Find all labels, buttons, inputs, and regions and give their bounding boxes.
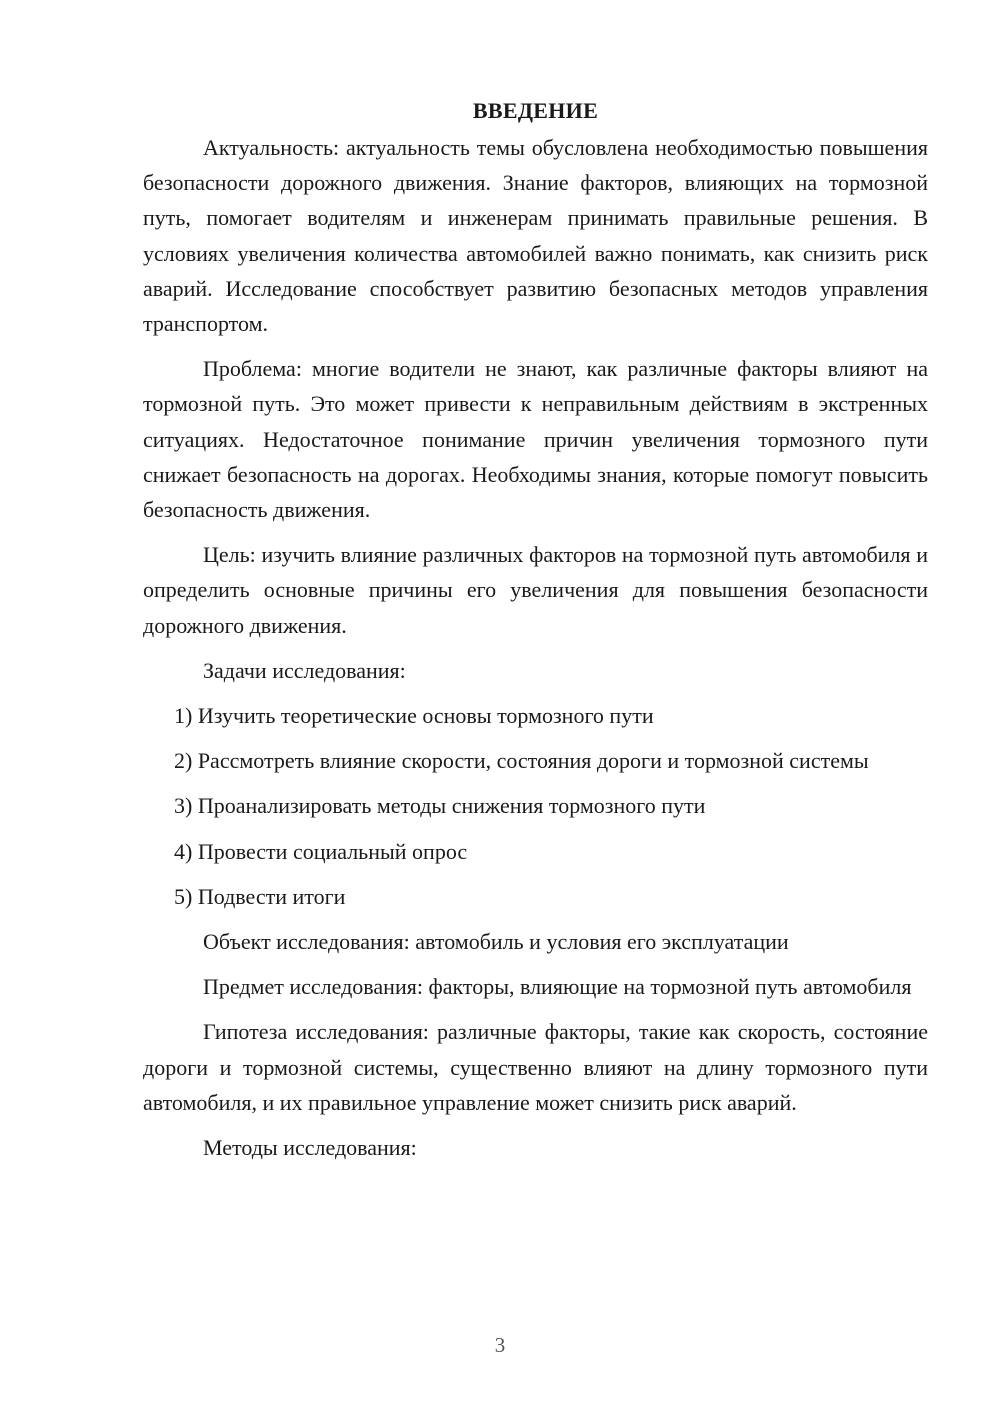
- paragraph-object: Объект исследования: автомобиль и условия его эксплуатации: [203, 929, 789, 955]
- paragraph-subject: Предмет исследования: факторы, влияющие на тормозной путь автомобиля: [203, 974, 912, 1000]
- list-item: 1) Изучить теоретические основы тормозного пути: [174, 703, 654, 729]
- list-item: 5) Подвести итоги: [174, 883, 346, 909]
- paragraph-relevance: Актуальность: актуальность темы обусловлена необходимостью повышения безопасности дорожного движения. Знание факторов, влияющих на тормозной путь, помогает водителям и инженерам принимать правильные решения. В условиях увеличения количества автомобилей важно понимать, как снизить риск аварий. Исследование способствует развитию безопасных методов управления транспортом.: [143, 135, 928, 337]
- paragraph-methods-heading: Методы исследования:: [203, 1135, 417, 1161]
- list-item: 3) Проанализировать методы снижения тормозного пути: [174, 793, 706, 819]
- list-item: 4) Провести социальный опрос: [174, 838, 468, 864]
- paragraph-problem: Проблема: многие водители не знают, как различные факторы влияют на тормозной путь. Это может привести к неправильным действиям в экстренных ситуациях. Недостаточное понимание причин увеличения тормозного пути снижает безопасность на дорогах. Необходимы знания, которые помогут повысить безопасность движения.: [143, 356, 928, 523]
- tasks-list: [143, 698, 928, 914]
- paragraph-goal: Цель: изучить влияние различных факторов на тормозной путь автомобиля и определить основные причины его увеличения для повышения безопасности дорожного движения.: [143, 542, 928, 638]
- page-title: ВВЕДЕНИЕ: [472, 98, 599, 123]
- paragraph-tasks-heading: Задачи исследования:: [203, 657, 406, 683]
- list-item: 2) Рассмотреть влияние скорости, состояния дороги и тормозной системы: [174, 748, 869, 774]
- page-number: 3: [494, 1333, 506, 1357]
- paragraph-hypothesis: Гипотеза исследования: различные факторы, такие как скорость, состояние дороги и тормозной системы, существенно влияют на длину тормозного пути автомобиля, и их правильное управление может снизить риск аварий.: [143, 1019, 928, 1115]
- document-body: [143, 96, 928, 1175]
